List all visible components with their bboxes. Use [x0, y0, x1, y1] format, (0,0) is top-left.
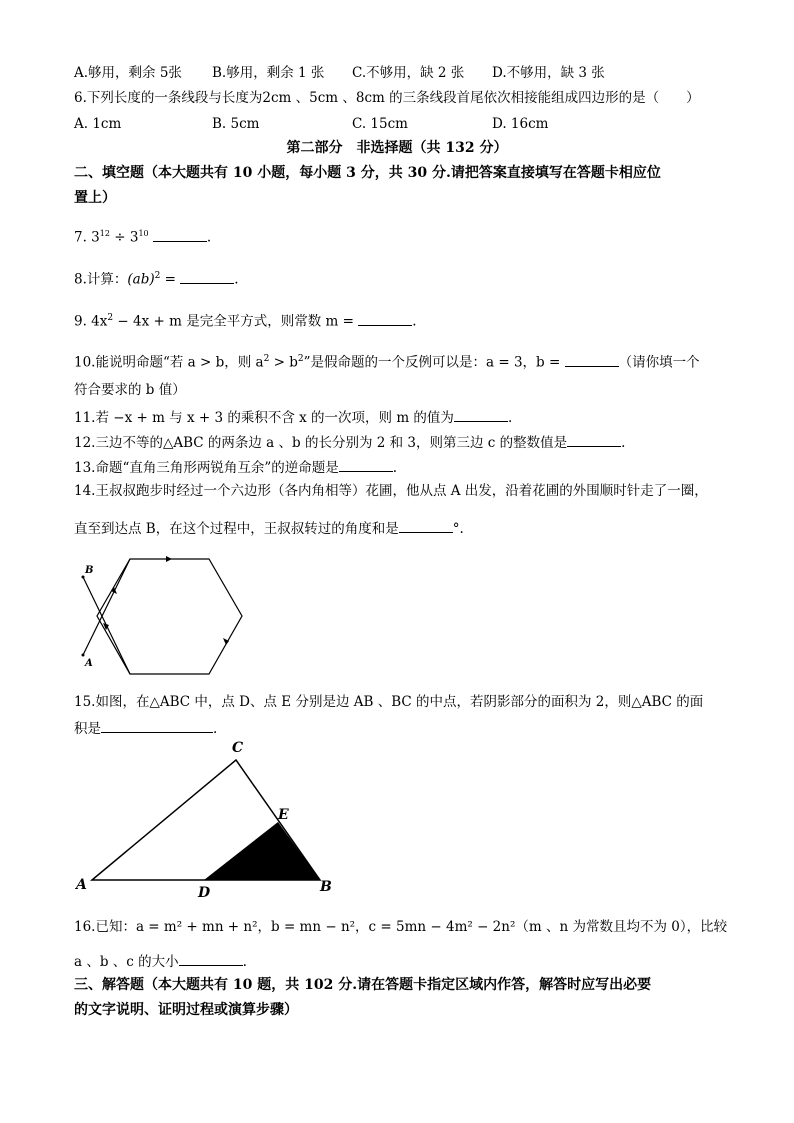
q6-option-a: A. 1cm	[74, 116, 122, 132]
q8	[74, 267, 239, 289]
q15-answer-blank[interactable]	[101, 718, 213, 733]
label-a: A	[85, 658, 93, 669]
section3-heading-line2: 的文字说明、证明过程或演算步骤）	[74, 1002, 298, 1018]
q8-eq: =	[160, 271, 181, 288]
q10-line2: 符合要求的 b 值）	[74, 382, 186, 398]
q10-part-b: > b	[269, 354, 298, 371]
q11-text: 11.若 −x + m 与 x + 3 的乘积不含 x 的一次项，则 m 的值为	[74, 410, 454, 426]
q16-line2	[74, 951, 247, 971]
label-a: A	[76, 877, 87, 893]
label-c: C	[232, 740, 244, 756]
q8-lead: 8.计算：	[74, 271, 128, 288]
q16-text: a 、b 、c 的大小	[74, 954, 179, 970]
q7-exp1: 12	[99, 229, 110, 238]
shaded-triangle-dbe	[204, 822, 320, 880]
q12	[74, 432, 625, 452]
point-a	[82, 654, 85, 657]
q7-answer-blank[interactable]	[153, 227, 207, 242]
q5-option-c: C.不够用，缺 2 张	[352, 65, 465, 81]
q7-exp2: 10	[138, 229, 149, 238]
q5-option-a: A.够用，剩余 5张	[74, 65, 182, 81]
q10-part-d: （请你填一个	[618, 354, 700, 371]
q13	[74, 457, 397, 477]
q12-text: 12.三边不等的△ABC 的两条边 a 、b 的长分别为 2 和 3，则第三边 c 的整数值是	[74, 435, 568, 451]
q7-end: .	[206, 229, 212, 246]
q10-exp2: 2	[297, 354, 304, 364]
q14-end: °.	[452, 521, 464, 537]
arrow-right-lower	[223, 638, 229, 645]
part2-title: 第二部分 非选择题（共 132 分）	[286, 140, 508, 156]
q6-option-b: B. 5cm	[212, 116, 260, 132]
q5-option-b: B.够用，剩余 1 张	[212, 65, 325, 81]
label-e: E	[278, 807, 289, 823]
q11	[74, 407, 512, 427]
q14-line2	[74, 518, 464, 538]
label-b: B	[320, 879, 332, 895]
q12-end: .	[621, 435, 626, 451]
q8-exp: 2	[154, 271, 161, 281]
q11-answer-blank[interactable]	[454, 407, 508, 422]
q14-answer-blank[interactable]	[399, 518, 453, 533]
q8-answer-blank[interactable]	[180, 269, 234, 284]
q11-end: .	[507, 410, 513, 426]
q10-line1	[74, 350, 700, 372]
section3-heading-line1: 三、解答题（本大题共有 10 题，共 102 分.请在答题卡指定区域内作答，解答时应写出必要	[74, 977, 652, 993]
q9-answer-blank[interactable]	[358, 311, 412, 326]
q15-text: 积是	[74, 721, 101, 737]
q10-answer-blank[interactable]	[565, 352, 619, 367]
q7-mid: ÷ 3	[109, 229, 139, 246]
q13-answer-blank[interactable]	[339, 457, 393, 472]
q10-part-a: 10.能说明命题“若 a > b，则 a	[74, 354, 264, 371]
q10-exp1: 2	[263, 354, 270, 364]
q7-lead: 7. 3	[74, 229, 100, 246]
triangle-figure	[70, 735, 340, 900]
q16-line1: 16.已知：a = m² + mn + n²，b = mn − n²，c = 5mn − 4m² − 2n²（m 、n 为常数且均不为 0），比较	[74, 919, 728, 935]
section2-heading-line1: 二、填空题（本大题共有 10 小题，每小题 3 分，共 30 分.请把答案直接填写在答题卡相应位	[74, 165, 661, 181]
hexagon-flowerbed	[97, 559, 242, 674]
q15-end: .	[213, 721, 218, 737]
q9-lead: 9. 4x	[74, 313, 108, 330]
q10-part-c: ”是假命题的一个反例可以是：a = 3，b =	[303, 354, 565, 371]
q14-text: 直至到达点 B，在这个过程中，王叔叔转过的角度和是	[74, 521, 399, 537]
q9-end: .	[412, 313, 417, 330]
q9-exp: 2	[107, 313, 114, 323]
q9	[74, 309, 416, 331]
q14-line1: 14.王叔叔跑步时经过一个六边形（各内角相等）花圃，他从点 A 出发，沿着花圃的外围顺时针走了一圈，	[74, 483, 708, 499]
q6-option-d: D. 16cm	[492, 116, 549, 132]
q9-mid: − 4x + m 是完全平方式，则常数 m =	[113, 313, 359, 330]
hexagon-figure	[70, 550, 260, 680]
q5-option-d: D.不够用，缺 3 张	[492, 65, 605, 81]
label-b: B	[85, 565, 94, 576]
q15-line1: 15.如图，在△ABC 中，点 D、点 E 分别是边 AB 、BC 的中点，若阴影部分的面积为 2，则△ABC 的面	[74, 694, 704, 710]
q7	[74, 225, 211, 247]
label-d: D	[198, 885, 211, 901]
section2-heading-line2: 置上）	[74, 190, 116, 206]
q6-option-c: C. 15cm	[352, 116, 408, 132]
q16-answer-blank[interactable]	[179, 951, 243, 966]
q13-end: .	[392, 460, 398, 476]
q16-end: .	[242, 954, 247, 970]
q8-expr: (ab)	[127, 271, 155, 288]
q13-text: 13.命题“直角三角形两锐角互余”的逆命题是	[74, 460, 339, 476]
q12-answer-blank[interactable]	[567, 432, 621, 447]
arrow-top	[166, 556, 172, 562]
q8-end: .	[234, 271, 239, 288]
q6-stem: 6.下列长度的一条线段与长度为2cm 、5cm 、8cm 的三条线段首尾依次相接能组成四边形的是（ ）	[74, 90, 700, 106]
